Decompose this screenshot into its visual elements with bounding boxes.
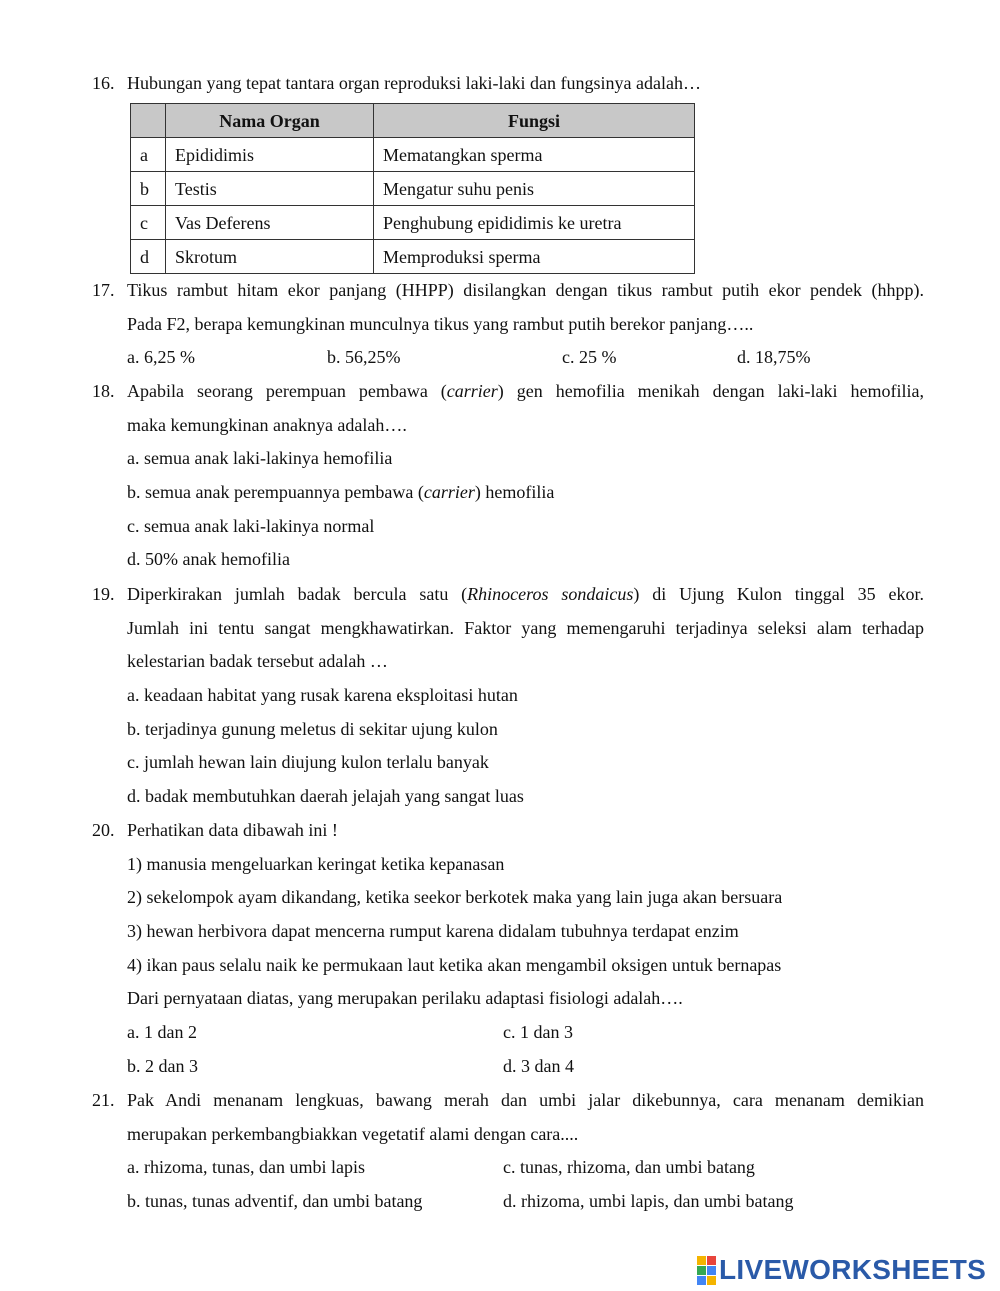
statement-item: 4) ikan paus selalu naik ke permukaan laut ketika akan mengambil oksigen untuk bernapas [127, 955, 782, 975]
question-number: 21. [92, 1090, 115, 1110]
question-number: 18. [92, 381, 115, 401]
answer-option-d[interactable]: d. 18,75% [737, 347, 811, 367]
question-text-line: Pak Andi menanam lengkuas, bawang merah dan umbi jalar dikebunnya, cara menanam demikian [127, 1090, 924, 1110]
question-text-line: kelestarian badak tersebut adalah … [127, 651, 388, 671]
question-number: 20. [92, 820, 115, 840]
answer-option-c[interactable]: c. semua anak laki-lakinya normal [127, 516, 375, 536]
answer-option-b[interactable]: b. tunas, tunas adventif, dan umbi batang [127, 1191, 423, 1211]
answer-option-d[interactable]: d. rhizoma, umbi lapis, dan umbi batang [503, 1191, 794, 1211]
answer-option-a[interactable]: a. keadaan habitat yang rusak karena eksploitasi hutan [127, 685, 518, 705]
table-header [131, 104, 166, 138]
table-header-row [131, 104, 695, 138]
answer-option-a[interactable]: a. rhizoma, tunas, dan umbi lapis [127, 1157, 365, 1177]
answer-option-a[interactable]: a. 1 dan 2 [127, 1022, 197, 1042]
table-cell: Epididimis [166, 138, 374, 172]
table-cell: a [131, 138, 166, 172]
answer-option-b[interactable]: b. 2 dan 3 [127, 1056, 198, 1076]
question-text-line: Jumlah ini tentu sangat mengkhawatirkan. Faktor yang memengaruhi terjadinya seleksi alam terhadap [127, 618, 924, 638]
answer-option-a[interactable]: a. semua anak laki-lakinya hemofilia [127, 448, 393, 468]
table-row [131, 206, 695, 240]
table-cell: Memproduksi sperma [374, 240, 695, 274]
table-cell: d [131, 240, 166, 274]
statement-item: 3) hewan herbivora dapat mencerna rumput karena didalam tubuhnya terdapat enzim [127, 921, 739, 941]
question-text-line: Pada F2, berapa kemungkinan munculnya tikus yang rambut putih berekor panjang….. [127, 314, 754, 334]
answer-option-c[interactable]: c. 25 % [562, 347, 617, 367]
text-run: ) di Ujung Kulon tinggal 35 ekor. [633, 584, 924, 604]
answer-option-d[interactable]: d. 50% anak hemofilia [127, 549, 290, 569]
text-run: ) gen hemofilia menikah dengan laki-laki hemofilia, [497, 381, 924, 401]
statement-item: 1) manusia mengeluarkan keringat ketika kepanasan [127, 854, 505, 874]
answer-option-b[interactable]: b. terjadinya gunung meletus di sekitar ujung kulon [127, 719, 498, 739]
italic-term: Rhinoceros sondaicus [467, 584, 634, 604]
table-row [131, 172, 695, 206]
question-text-line: Perhatikan data dibawah ini ! [127, 820, 338, 840]
answer-option-b[interactable]: b. 56,25% [327, 347, 401, 367]
question-text-line: Tikus rambut hitam ekor panjang (HHPP) disilangkan dengan tikus rambut putih ekor pendek (hhpp). [127, 280, 924, 300]
text-run: Apabila seorang perempuan pembawa ( [127, 381, 447, 401]
answer-option-d[interactable]: d. 3 dan 4 [503, 1056, 574, 1076]
question-number: 19. [92, 584, 115, 604]
answer-option-c[interactable]: c. 1 dan 3 [503, 1022, 573, 1042]
text-run: ) hemofilia [474, 482, 555, 502]
table-cell: Testis [166, 172, 374, 206]
question-number: 16. [92, 73, 115, 93]
question-text: Hubungan yang tepat tantara organ reproduksi laki-laki dan fungsinya adalah… [127, 73, 701, 93]
liveworksheets-logo [697, 1254, 986, 1286]
table-cell: c [131, 206, 166, 240]
answer-option-b[interactable] [127, 481, 554, 503]
italic-term: carrier [423, 482, 475, 502]
table-header: Nama Organ [166, 104, 374, 138]
statement-item: 2) sekelompok ayam dikandang, ketika seekor berkotek maka yang lain juga akan bersuara [127, 887, 783, 907]
question-text-line: merupakan perkembangbiakkan vegetatif alami dengan cara.... [127, 1124, 579, 1144]
organ-function-table [130, 103, 695, 274]
table-cell: Skrotum [166, 240, 374, 274]
answer-option-c[interactable]: c. jumlah hewan lain diujung kulon terlalu banyak [127, 752, 489, 772]
answer-option-a[interactable]: a. 6,25 % [127, 347, 195, 367]
table-cell: b [131, 172, 166, 206]
table-cell: Mengatur suhu penis [374, 172, 695, 206]
question-text-line: maka kemungkinan anaknya adalah…. [127, 415, 407, 435]
table-cell: Mematangkan sperma [374, 138, 695, 172]
answer-option-d[interactable]: d. badak membutuhkan daerah jelajah yang sangat luas [127, 786, 524, 806]
question-text-line [127, 583, 924, 605]
text-run: Diperkirakan jumlah badak bercula satu ( [127, 584, 468, 604]
table-header: Fungsi [374, 104, 695, 138]
text-run: b. semua anak perempuannya pembawa ( [127, 482, 424, 502]
brand-name: LIVEWORKSHEETS [719, 1254, 987, 1285]
table-row [131, 240, 695, 274]
italic-term: carrier [446, 381, 498, 401]
table-cell: Penghubung epididimis ke uretra [374, 206, 695, 240]
answer-option-c[interactable]: c. tunas, rhizoma, dan umbi batang [503, 1157, 755, 1177]
question-text-line [127, 380, 924, 402]
question-text-line: Dari pernyataan diatas, yang merupakan perilaku adaptasi fisiologi adalah…. [127, 988, 683, 1008]
table-cell: Vas Deferens [166, 206, 374, 240]
logo-mark-icon [697, 1256, 716, 1285]
question-number: 17. [92, 280, 115, 300]
table-row [131, 138, 695, 172]
